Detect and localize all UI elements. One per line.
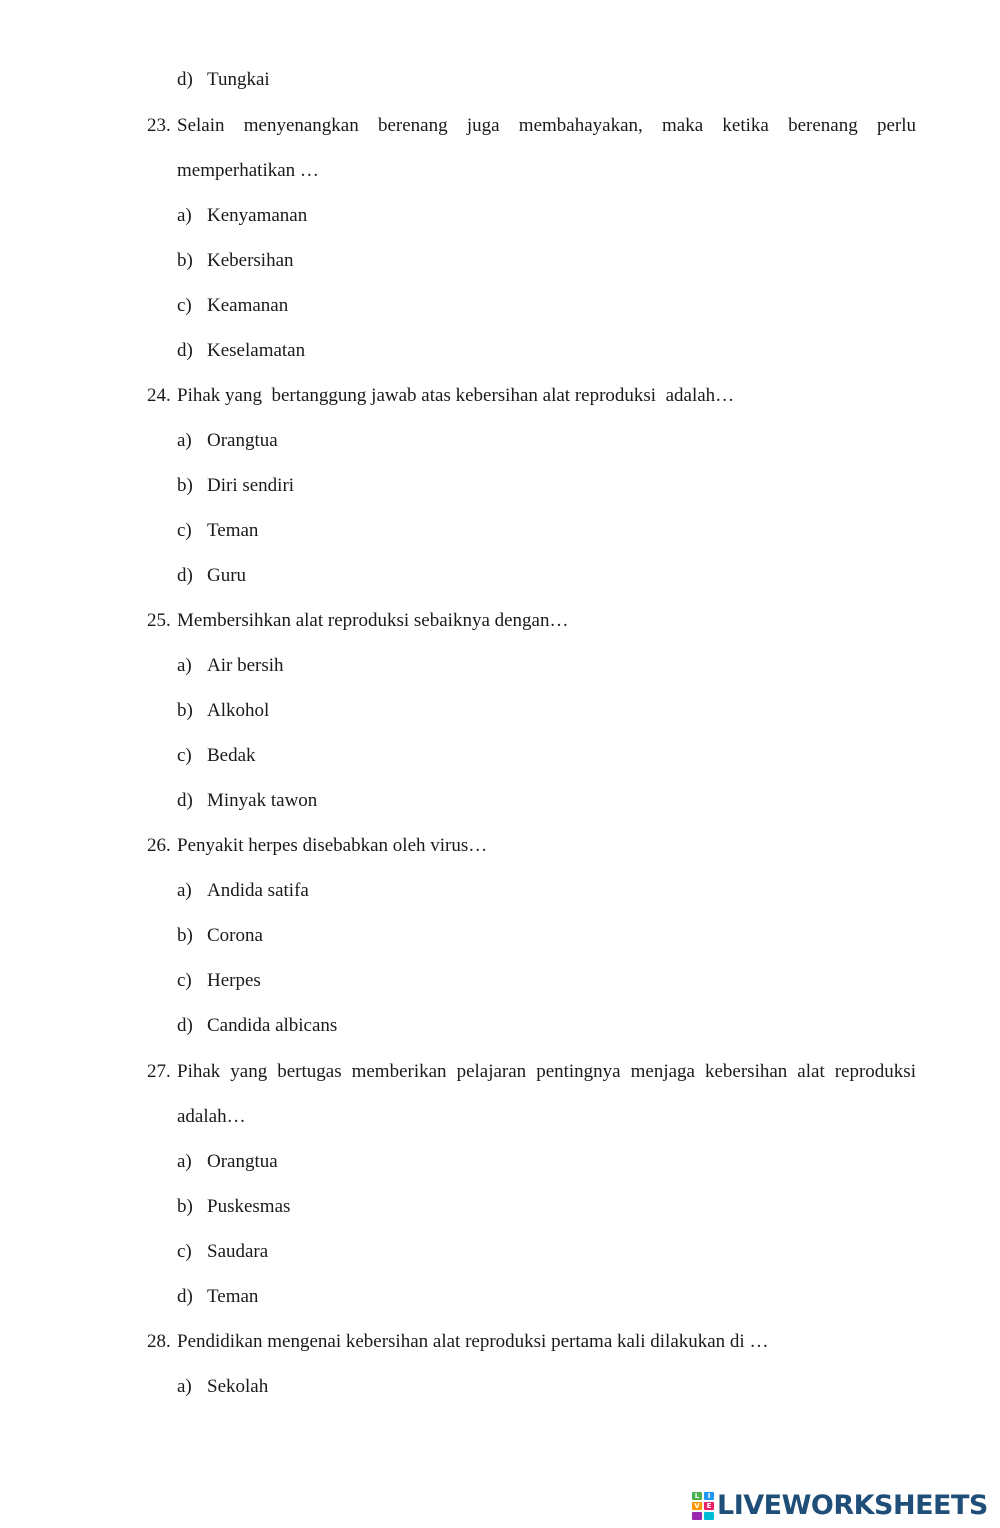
option-text: Teman — [207, 520, 259, 541]
option-letter: a) — [177, 655, 192, 676]
option-letter: c) — [177, 970, 192, 991]
question-text: Selain menyenangkan berenang juga membahayakan, maka ketika berenang perlu — [177, 115, 916, 136]
option-letter: d) — [177, 565, 193, 586]
option-text: Orangtua — [207, 430, 278, 451]
option-text: Sekolah — [207, 1376, 269, 1397]
logo-mark-tile: V — [692, 1502, 702, 1510]
option-text: Guru — [207, 565, 247, 586]
question-number: 26. — [147, 835, 171, 856]
option-text: Puskesmas — [207, 1196, 291, 1217]
option-letter: a) — [177, 880, 192, 901]
option-letter: d) — [177, 340, 193, 361]
logo-mark-tile: I — [704, 1492, 714, 1500]
option-letter: d) — [177, 1015, 193, 1036]
logo-mark-tile: E — [704, 1502, 714, 1510]
question-text: Pihak yang bertanggung jawab atas kebersihan alat reproduksi adalah… — [177, 385, 735, 406]
logo-mark-tile — [704, 1512, 714, 1520]
question-text: Pihak yang bertugas memberikan pelajaran pentingnya menjaga kebersihan alat reproduksi — [177, 1061, 916, 1082]
option-letter: b) — [177, 1196, 193, 1217]
question-text: Membersihkan alat reproduksi sebaiknya dengan… — [177, 610, 569, 631]
liveworksheets-logo[interactable] — [692, 1490, 988, 1522]
option-letter: b) — [177, 925, 193, 946]
option-text: Kebersihan — [207, 250, 294, 271]
option-text: Corona — [207, 925, 263, 946]
option-text: Keselamatan — [207, 340, 306, 361]
question-number: 27. — [147, 1061, 171, 1082]
logo-mark-tile: L — [692, 1492, 702, 1500]
option-letter: a) — [177, 1376, 192, 1397]
question-number: 28. — [147, 1331, 171, 1352]
question-text: Penyakit herpes disebabkan oleh virus… — [177, 835, 488, 856]
option-letter: a) — [177, 1151, 192, 1172]
option-letter: d) — [177, 790, 193, 811]
option-letter: a) — [177, 430, 192, 451]
option-text: Bedak — [207, 745, 256, 766]
option-text: Orangtua — [207, 1151, 278, 1172]
option-text: Air bersih — [207, 655, 284, 676]
logo-mark-tile — [692, 1512, 702, 1520]
question-number: 23. — [147, 115, 171, 136]
option-text: Tungkai — [207, 69, 270, 90]
question-text: Pendidikan mengenai kebersihan alat reproduksi pertama kali dilakukan di … — [177, 1331, 769, 1352]
option-letter: b) — [177, 700, 193, 721]
option-letter: d) — [177, 69, 193, 90]
option-text: Andida satifa — [207, 880, 309, 901]
option-text: Minyak tawon — [207, 790, 318, 811]
option-text: Candida albicans — [207, 1015, 338, 1036]
option-text: Alkohol — [207, 700, 270, 721]
logo-text: LIVEWORKSHEETS — [717, 1490, 988, 1521]
question-number: 25. — [147, 610, 171, 631]
option-letter: d) — [177, 1286, 193, 1307]
option-text: Kenyamanan — [207, 205, 308, 226]
option-letter: c) — [177, 295, 192, 316]
option-letter: c) — [177, 745, 192, 766]
option-letter: c) — [177, 520, 192, 541]
question-text-continued: adalah… — [177, 1106, 246, 1127]
option-text: Saudara — [207, 1241, 269, 1262]
question-number: 24. — [147, 385, 171, 406]
question-text-continued: memperhatikan … — [177, 160, 319, 181]
option-letter: b) — [177, 250, 193, 271]
option-letter: b) — [177, 475, 193, 496]
option-text: Herpes — [207, 970, 261, 991]
option-text: Teman — [207, 1286, 259, 1307]
option-letter: c) — [177, 1241, 192, 1262]
option-letter: a) — [177, 205, 192, 226]
option-text: Keamanan — [207, 295, 289, 316]
liveworksheets-logo-icon — [692, 1492, 714, 1520]
option-text: Diri sendiri — [207, 475, 295, 496]
